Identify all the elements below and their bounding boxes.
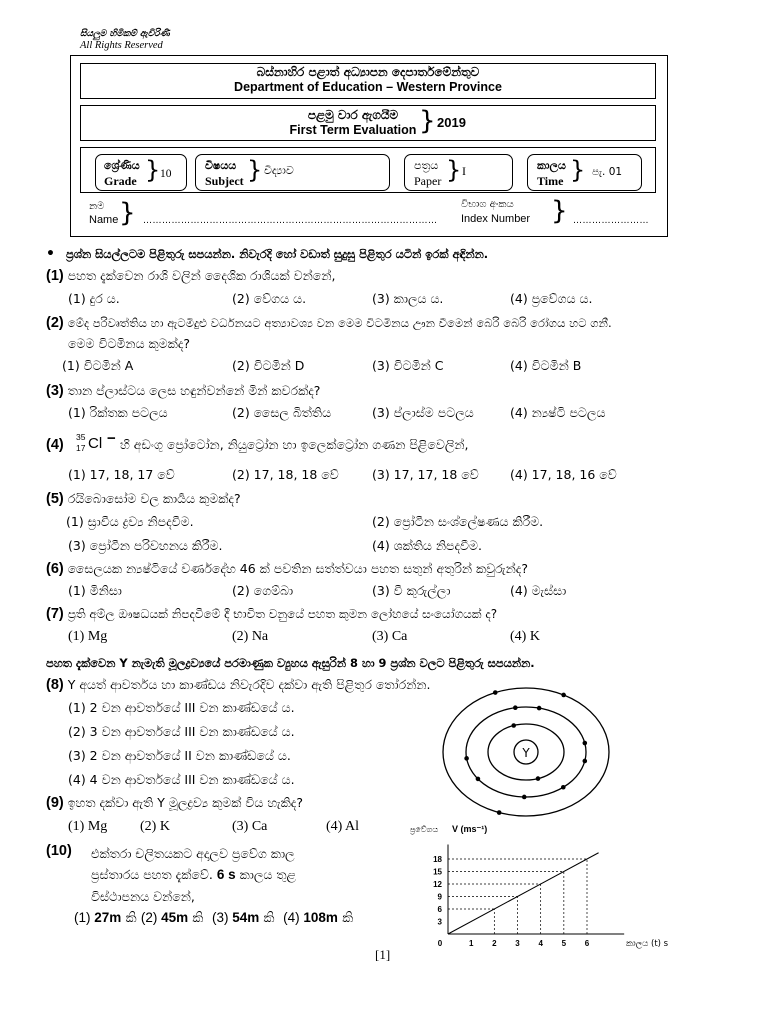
brace-icon: } bbox=[419, 106, 436, 136]
brace-icon: } bbox=[247, 156, 263, 184]
brace-icon: } bbox=[570, 156, 586, 184]
q2-option-4[interactable]: (4) විටමින් B bbox=[510, 358, 582, 373]
nucleus-label: Y bbox=[522, 746, 530, 760]
y-tick-label: 12 bbox=[433, 880, 442, 889]
q1-option-2[interactable]: (2) වේගය ය. bbox=[232, 291, 307, 306]
question-3: (3) තාන ප්ලාස්ටය ලෙස හඳුන්වන්නේ මින් කවරක්ද? bbox=[46, 383, 321, 399]
q6-option-3[interactable]: (3) වී කුරුල්ලා bbox=[372, 583, 451, 598]
instruction: ප්‍රශ්න සියල්ලටම පිළිතුරු සපයන්න. නිවැරදි හෝ වඩාත් සුදුසු පිළිතුර යටින් ඉරක් අඳින්න. bbox=[66, 247, 489, 261]
paper-en: Paper bbox=[414, 174, 442, 188]
q6-option-2[interactable]: (2) ගෙම්බා bbox=[232, 583, 294, 598]
electron bbox=[561, 785, 566, 790]
velocity-line bbox=[448, 853, 599, 934]
electron bbox=[497, 810, 502, 815]
subject-en: Subject bbox=[205, 174, 244, 188]
nuclide-charge: − bbox=[107, 430, 116, 447]
copyright-en: All Rights Reserved bbox=[80, 40, 163, 51]
copyright-si: සියලුම හිමිකම් ඇවිරිණි bbox=[80, 29, 170, 39]
grade-si: ශ්‍රේණිය bbox=[104, 159, 140, 172]
group-instruction: පහත දැක්වෙන Y නැමැති මූලද්‍රව්‍යයේ පරමාණුක ව්‍යුහය ඇසුරින් 8 හා 9 ප්‍රශ්න වලට පිළිතුරු සපයන්න. bbox=[46, 656, 535, 670]
y-tick-label: 6 bbox=[437, 905, 442, 914]
q8-option-1[interactable]: (1) 2 වන ආවර්තයේ III වන කාණ්ඩයේ ය. bbox=[68, 700, 295, 715]
q4-option-2[interactable]: (2) 17, 18, 18 වේ bbox=[232, 467, 339, 482]
index-si: විභාග අංකය bbox=[461, 199, 514, 210]
page-number: [1] bbox=[375, 947, 391, 962]
nuclide-atomic: 17 bbox=[76, 443, 86, 453]
y-tick-label: 9 bbox=[437, 892, 442, 902]
q10-line-1: එක්තරා චලිතයකට අදාලව ප්‍රවේග කාල bbox=[91, 846, 295, 861]
q7-option-3[interactable]: (3) Ca bbox=[372, 629, 408, 644]
x-axis-label: කාලය (t) s bbox=[626, 939, 669, 949]
electron bbox=[522, 795, 527, 800]
q7-option-4[interactable]: (4) K bbox=[510, 629, 540, 644]
index-en: Index Number bbox=[461, 213, 531, 225]
x-tick-label: 4 bbox=[538, 939, 543, 948]
q4-option-1[interactable]: (1) 17, 18, 17 වේ bbox=[68, 467, 175, 482]
question-1: (1) පහත දැක්වෙන රාශි වලින් දෛශික රාශියක් වන්නේ, bbox=[46, 268, 336, 284]
q6-option-1[interactable]: (1) මිනිසා bbox=[68, 583, 122, 598]
q2-option-3[interactable]: (3) විටමින් C bbox=[372, 358, 444, 373]
electron bbox=[513, 705, 518, 710]
time-si: කාලය bbox=[537, 159, 566, 172]
q1-option-4[interactable]: (4) ප්‍රවේගය ය. bbox=[510, 291, 593, 306]
electron bbox=[493, 690, 498, 695]
name-field[interactable]: ………………………………………………………………………………… bbox=[143, 216, 438, 226]
q7-option-1[interactable]: (1) Mg bbox=[68, 629, 108, 644]
q10-options bbox=[74, 910, 353, 926]
question-2: (2) මේද පරිවෘත්තිය හා ඇටමිදුළු වර්ධනයට අත්‍යාවශ්‍ය වන මෙම විටමිනය ඌන වීමෙන් බෙරි බෙරි රෝගය හට ගනී. bbox=[46, 315, 612, 331]
x-tick-label: 1 bbox=[468, 939, 474, 948]
q3-option-3[interactable]: (3) ප්ලාස්ම පටලය bbox=[372, 405, 474, 420]
eval-en: First Term Evaluation bbox=[289, 123, 417, 137]
question-8: (8) Y අයත් ආවර්තය හා කාණ්ඩය නිවැරදිව දක්වා ඇති පිළිතුර තෝරන්න. bbox=[46, 677, 431, 693]
name-en: Name bbox=[89, 214, 119, 226]
name-si: නම bbox=[89, 201, 105, 212]
q9-option-2[interactable]: (2) K bbox=[140, 819, 170, 834]
atom-diagram bbox=[440, 684, 612, 819]
electron bbox=[536, 776, 541, 781]
paper-value: I bbox=[462, 164, 466, 178]
question-9: (9) ඉහත දක්වා ඇති Y මූලද්‍රව්‍ය කුමක් විය හැකිද? bbox=[46, 795, 303, 811]
brace-icon: } bbox=[446, 156, 462, 184]
time-value: පැ. 01 bbox=[592, 166, 623, 178]
q9-option-1[interactable]: (1) Mg bbox=[68, 819, 108, 834]
q2-option-1[interactable]: (1) විටමින් A bbox=[62, 358, 134, 373]
q5-option-1[interactable]: (1) ස්‍රාවීය ද්‍රව්‍ය නිපදවීම. bbox=[66, 514, 194, 529]
q2-option-2[interactable]: (2) විටමින් D bbox=[232, 358, 305, 373]
electron bbox=[464, 756, 469, 761]
q10-option-4[interactable]: (4) 108m කි bbox=[283, 910, 354, 926]
q10-line-2: ප්‍රස්තාරය පහත දැක්වේ. 6 s කාලය තුළ bbox=[91, 867, 297, 882]
brace-icon: } bbox=[119, 198, 136, 228]
eval-si: පළමු වාර ඇගයීම bbox=[307, 108, 399, 122]
electron bbox=[583, 759, 588, 764]
electron bbox=[511, 723, 516, 728]
x-tick-label: 6 bbox=[584, 939, 590, 948]
question-2-line-2: මෙම විටමිනය කුමක්ද? bbox=[68, 336, 191, 351]
question-10-number: (10) bbox=[46, 843, 72, 859]
q4-option-4[interactable]: (4) 17, 18, 16 වේ bbox=[510, 467, 617, 482]
electron bbox=[583, 741, 588, 746]
dept-si: බස්නාහිර පළාත් අධ්‍යාපන දෙපාර්තමේන්තුව bbox=[256, 65, 480, 79]
question-6: (6) සෛලයක න්‍යෂ්ටියේ වර්ණදේහ 46 ක් පවතින සත්ත්වයා පහත සතුන් අතුරින් කවුරුන්ද? bbox=[46, 561, 528, 577]
q9-option-4[interactable]: (4) Al bbox=[326, 819, 360, 834]
paper-si: පත්‍රය bbox=[414, 159, 439, 172]
time-en: Time bbox=[537, 174, 564, 188]
question-5: (5) රයිබොසෝම වල කාර්‍යය කුමක්ද? bbox=[46, 491, 241, 507]
q8-option-2[interactable]: (2) 3 වන ආවර්තයේ III වන කාණ්ඩයේ ය. bbox=[68, 724, 295, 739]
q5-option-4[interactable]: (4) ශක්තිය නිපදවීම. bbox=[372, 538, 482, 553]
electron bbox=[537, 706, 542, 711]
electron bbox=[561, 693, 566, 698]
q8-option-4[interactable]: (4) 4 වන ආවර්තයේ III වන කාණ්ඩයේ ය. bbox=[68, 772, 295, 787]
subject-si: විෂයය bbox=[205, 159, 237, 172]
brace-icon: } bbox=[551, 196, 568, 226]
q9-option-3[interactable]: (3) Ca bbox=[232, 819, 268, 834]
grade-value: 10 bbox=[160, 168, 172, 180]
bullet-icon: • bbox=[46, 246, 55, 262]
y-tick-label: 15 bbox=[433, 867, 442, 877]
y-tick-label: 18 bbox=[433, 855, 442, 864]
nuclide-mass: 35 bbox=[76, 432, 86, 442]
question-4-number: (4) bbox=[46, 437, 64, 453]
q1-option-1[interactable]: (1) දුර ය. bbox=[68, 291, 120, 306]
q10-option-1[interactable]: (1) 27m කි bbox=[74, 910, 137, 926]
q3-option-1[interactable]: (1) රික්තක පටලය bbox=[68, 405, 168, 420]
brace-icon: } bbox=[145, 156, 161, 184]
question-4-text: හි අඩංගු ප්‍රෝටෝන, නියුට්‍රෝන හා ඉලෙක්ට්‍රෝන ගණන පිළිවෙලින්, bbox=[120, 437, 469, 452]
grade-en: Grade bbox=[104, 174, 137, 188]
y-tick-label: 3 bbox=[437, 917, 442, 927]
plot-area bbox=[433, 845, 624, 949]
question-7: (7) ප්‍රති අම්ල ඖෂධයක් නිපදවීමේ දී භාවිත වනුයේ පහත කුමන ලෝහයේ සංයෝගයක් ද? bbox=[46, 606, 498, 622]
year: 2019 bbox=[437, 115, 466, 130]
q5-option-3[interactable]: (3) ප්‍රෝටීන පරිවහනය කිරීම. bbox=[68, 538, 223, 553]
q10-option-2[interactable]: (2) 45m කි bbox=[140, 910, 204, 926]
q1-option-3[interactable]: (3) කාලය ය. bbox=[372, 291, 444, 306]
y-axis-label-unit: V (ms⁻¹) bbox=[452, 824, 488, 834]
subject-value: විද්‍යාව bbox=[264, 164, 294, 177]
q5-option-2[interactable]: (2) ප්‍රෝටීන සංශ්ලේෂණය කිරීම. bbox=[372, 514, 544, 529]
q4-option-3[interactable]: (3) 17, 17, 18 වේ bbox=[372, 467, 479, 482]
q7-option-2[interactable]: (2) Na bbox=[232, 629, 269, 644]
index-field[interactable]: …………………… bbox=[573, 216, 649, 226]
q10-line-3: විස්ථාපනය වන්නේ, bbox=[91, 889, 195, 904]
x-tick-label: 5 bbox=[561, 939, 567, 948]
dept-en: Department of Education – Western Province bbox=[234, 80, 502, 94]
velocity-time-graph bbox=[408, 818, 678, 956]
x-tick-label: 2 bbox=[492, 939, 497, 948]
q3-option-4[interactable]: (4) න්‍යෂ්ටි පටලය bbox=[510, 405, 606, 420]
electron bbox=[476, 777, 481, 782]
q8-option-3[interactable]: (3) 2 වන ආවර්තයේ II වන කාණ්ඩයේ ය. bbox=[68, 748, 291, 763]
nuclide-symbol: Cl bbox=[88, 435, 103, 452]
q6-option-4[interactable]: (4) මැස්සා bbox=[510, 583, 567, 598]
x-tick-label: 0 bbox=[437, 939, 443, 948]
y-axis-label-si: ප්‍රවේගය bbox=[410, 825, 439, 834]
q3-option-2[interactable]: (2) සෛල බිත්තිය bbox=[232, 405, 332, 420]
q10-option-3[interactable]: (3) 54m කි bbox=[211, 910, 275, 926]
x-tick-label: 3 bbox=[515, 939, 520, 948]
